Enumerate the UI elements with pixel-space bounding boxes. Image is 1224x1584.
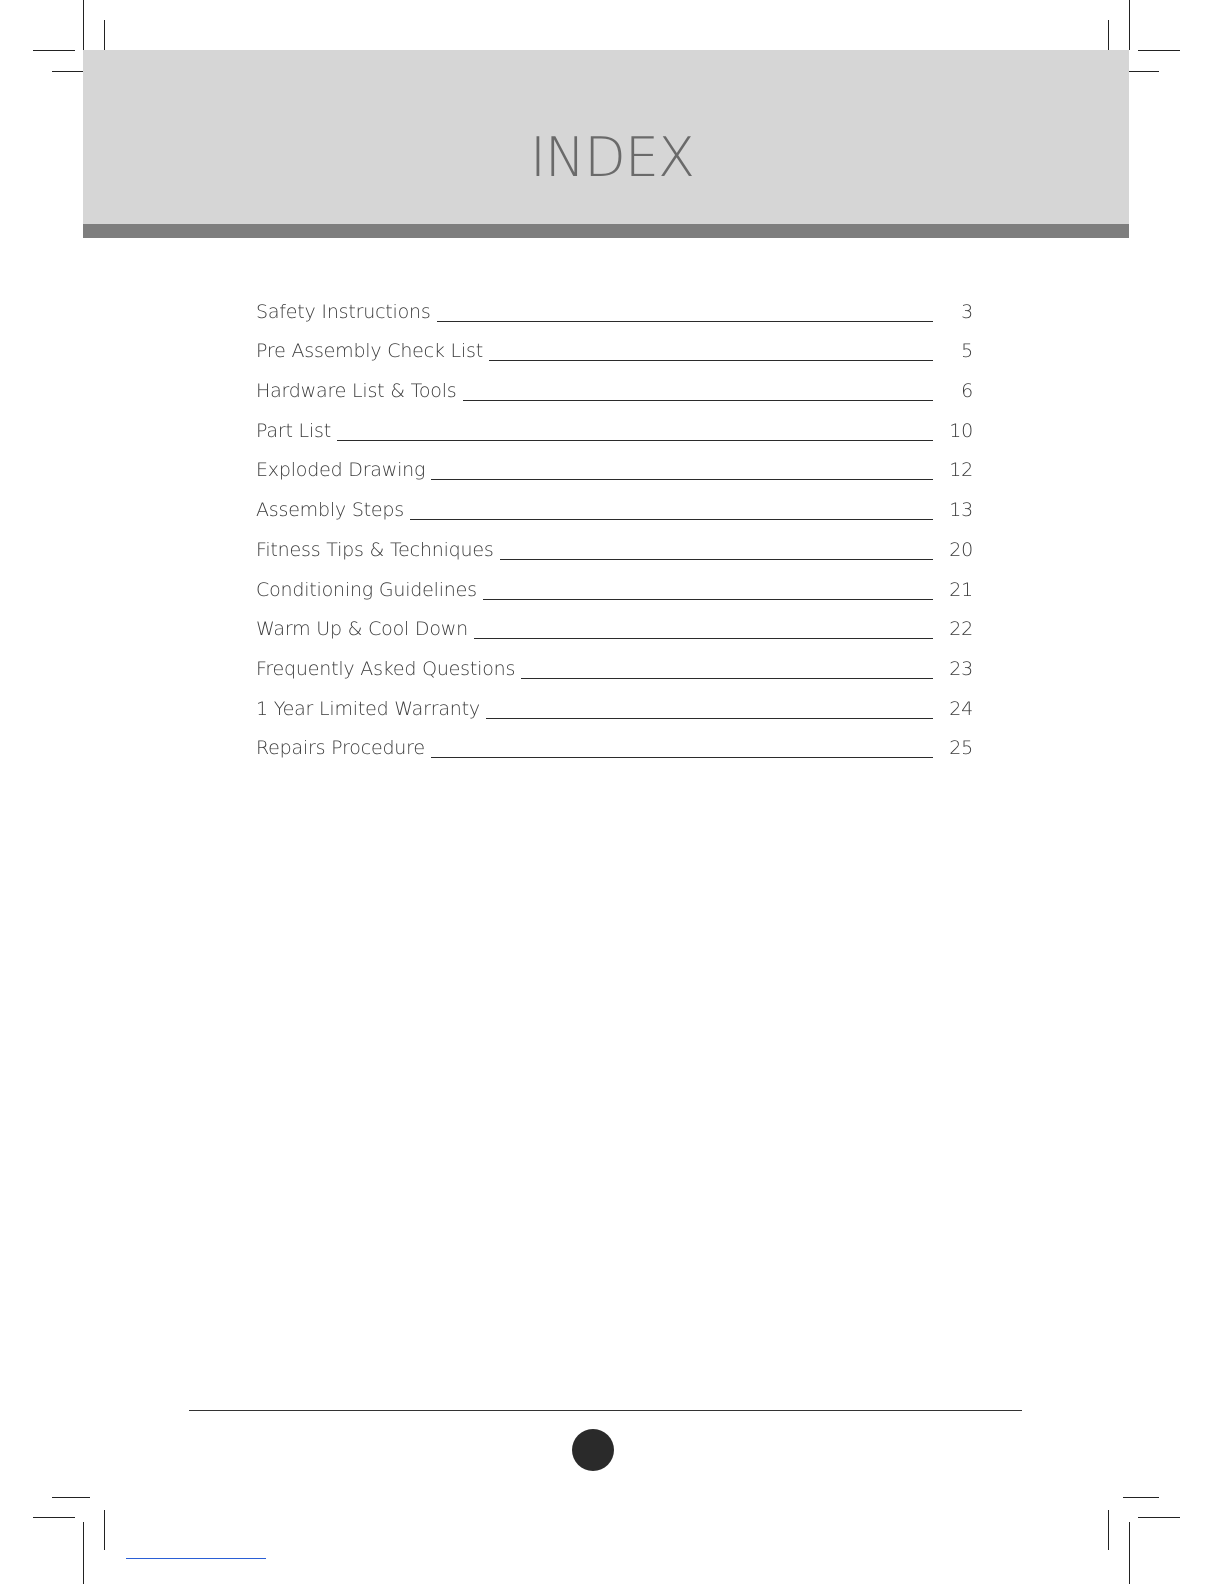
- toc-entry-page: 13: [949, 499, 973, 522]
- page-number-badge: [572, 1429, 614, 1471]
- page-title: INDEX: [529, 126, 694, 189]
- crop-mark: [1138, 50, 1180, 51]
- crop-mark: [83, 1522, 84, 1584]
- toc-entry-page: 23: [949, 657, 973, 680]
- toc-entry-page: 6: [961, 380, 973, 403]
- crop-mark: [52, 1497, 90, 1498]
- crop-mark: [1129, 1522, 1130, 1584]
- crop-mark: [33, 50, 75, 51]
- crop-mark: [33, 1517, 75, 1518]
- toc-entry-page: 25: [949, 737, 973, 760]
- toc-entry-page: 24: [949, 697, 973, 720]
- toc-leader-line: [521, 678, 933, 679]
- toc-entry-label: Part List: [256, 419, 331, 442]
- toc-entry-label: Frequently Asked Questions: [256, 657, 516, 680]
- toc-leader-line: [337, 440, 933, 441]
- toc-entry-label: Conditioning Guidelines: [256, 578, 477, 601]
- toc-entry[interactable]: [256, 522, 973, 562]
- toc-entry-label: Assembly Steps: [256, 499, 404, 522]
- toc-entry-label: Exploded Drawing: [256, 459, 426, 482]
- toc-leader-line: [483, 599, 933, 600]
- toc-entry-page: 3: [961, 300, 973, 323]
- toc-entry-page: 21: [949, 578, 973, 601]
- crop-mark: [1108, 1510, 1109, 1550]
- toc-entry-label: Hardware List & Tools: [256, 380, 457, 403]
- toc-leader-line: [431, 479, 933, 480]
- toc-entry[interactable]: [256, 602, 973, 642]
- toc-entry[interactable]: [256, 681, 973, 721]
- crop-mark: [1123, 1497, 1159, 1498]
- crop-mark: [104, 1510, 105, 1550]
- toc-leader-line: [463, 400, 934, 401]
- footer-rule: [189, 1410, 1022, 1411]
- toc-entry-label: Fitness Tips & Techniques: [256, 538, 494, 561]
- toc-leader-line: [410, 519, 933, 520]
- toc-leader-line: [431, 757, 933, 758]
- crop-mark: [1129, 0, 1130, 50]
- toc-entry[interactable]: [256, 324, 973, 364]
- toc-entry[interactable]: [256, 562, 973, 602]
- toc-entry-page: 20: [949, 538, 973, 561]
- bottom-underline: [126, 1558, 266, 1559]
- toc-entry[interactable]: [256, 363, 973, 403]
- toc-leader-line: [474, 638, 933, 639]
- toc-entry[interactable]: [256, 403, 973, 443]
- toc-entry-page: 22: [949, 618, 973, 641]
- toc-entry[interactable]: [256, 641, 973, 681]
- toc-leader-line: [500, 559, 933, 560]
- toc-entry-label: Pre Assembly Check List: [256, 340, 483, 363]
- crop-mark: [83, 0, 84, 50]
- toc-entry[interactable]: [256, 482, 973, 522]
- toc-entry-label: 1 Year Limited Warranty: [256, 697, 480, 720]
- toc-entry-page: 5: [961, 340, 973, 363]
- crop-mark: [1138, 1517, 1180, 1518]
- toc-entry-label: Safety Instructions: [256, 300, 431, 323]
- toc-entry-label: Repairs Procedure: [256, 737, 425, 760]
- toc-entry-page: 12: [949, 459, 973, 482]
- header-stripe: [83, 224, 1129, 238]
- toc-entry-label: Warm Up & Cool Down: [256, 618, 468, 641]
- toc-leader-line: [489, 360, 933, 361]
- table-of-contents: [256, 284, 973, 760]
- toc-leader-line: [437, 321, 933, 322]
- toc-leader-line: [486, 718, 933, 719]
- toc-entry[interactable]: [256, 443, 973, 483]
- toc-entry[interactable]: [256, 721, 973, 761]
- toc-entry-page: 10: [949, 419, 973, 442]
- toc-entry[interactable]: [256, 284, 973, 324]
